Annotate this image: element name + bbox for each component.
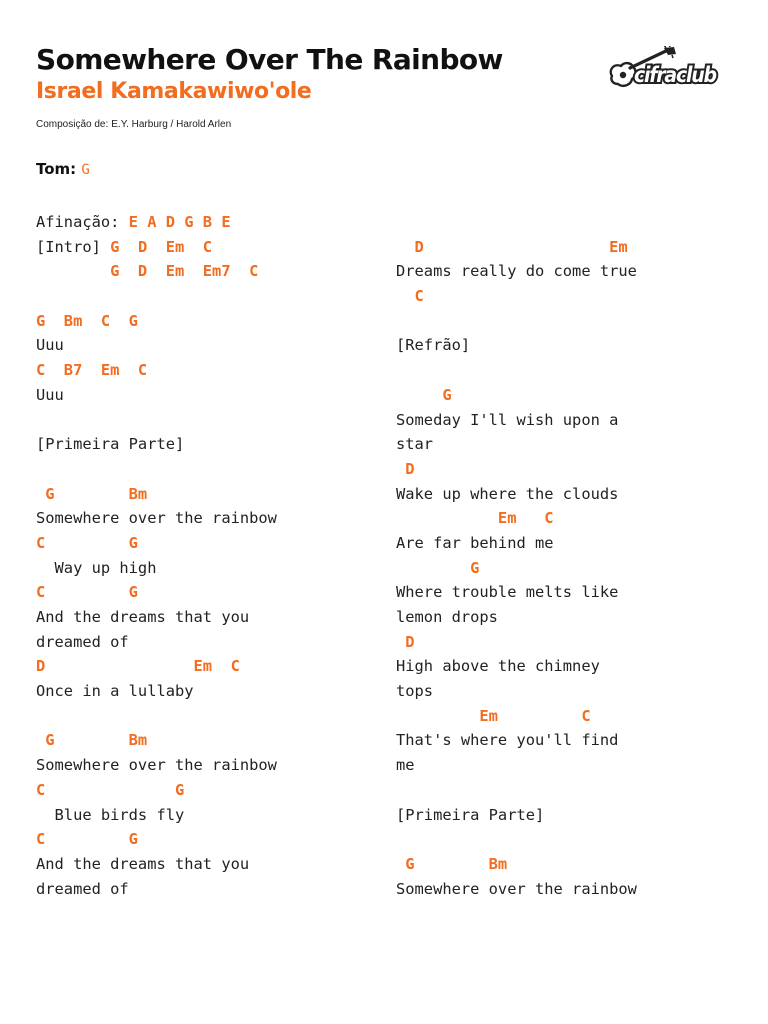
chord-line[interactable]: D Em C: [36, 657, 240, 676]
artist-name[interactable]: Israel Kamakawiwo'ole: [36, 79, 312, 104]
lyric-line: [Primeira Parte]: [36, 435, 185, 454]
lyric-line: lemon drops: [396, 608, 498, 626]
chord-text[interactable]: E A D G B E: [119, 213, 231, 231]
chord-line[interactable]: C G: [36, 583, 138, 602]
chord-line[interactable]: D: [396, 459, 415, 478]
chord-line[interactable]: D Em: [396, 237, 628, 256]
lyric-line: That's where you'll find: [396, 731, 619, 750]
section-label: Afinação:: [36, 213, 120, 231]
blank-line: [396, 210, 736, 235]
blank-line: [36, 704, 376, 729]
lyric-line: High above the chimney: [396, 657, 600, 676]
chord-line[interactable]: G Bm C G: [36, 311, 138, 330]
composer-credit: [36, 119, 234, 130]
chord-line[interactable]: G Bm: [36, 484, 148, 503]
song-key: [36, 160, 90, 178]
chord-line[interactable]: C G: [36, 830, 138, 849]
blank-line: [36, 284, 376, 309]
lyric-line: Way up high: [36, 558, 157, 577]
lyric-line: Are far behind me: [396, 533, 554, 552]
chord-line[interactable]: G Bm: [396, 854, 508, 873]
chord-line[interactable]: G Bm: [36, 731, 148, 750]
lyric-line: Uuu: [36, 336, 64, 355]
section-line: [36, 235, 376, 260]
composer-label: Composição de:: [36, 119, 109, 130]
lyric-line: Somewhere over the rainbow: [396, 879, 637, 898]
section-line: [36, 210, 376, 235]
chord-line[interactable]: C: [396, 287, 424, 306]
lyric-line: tops: [396, 682, 434, 701]
lyric-line: Somewhere over the rainbow: [36, 509, 277, 528]
lyric-line: [Refrão]: [396, 336, 471, 355]
logo-text: cifraclub: [634, 63, 716, 87]
lyric-line: star: [396, 435, 434, 454]
guitar-icon: [606, 46, 722, 94]
key-label: Tom:: [36, 160, 77, 178]
chord-text[interactable]: G D Em C: [100, 237, 213, 256]
lyric-line: Wake up where the clouds: [396, 484, 619, 503]
blank-line: [396, 827, 736, 852]
chord-line[interactable]: C G: [36, 533, 138, 552]
song-title: Somewhere Over The Rainbow: [36, 43, 503, 76]
chord-line[interactable]: G: [396, 385, 452, 404]
lyric-line: dreamed of: [36, 632, 129, 651]
song-header: [36, 42, 503, 106]
lyric-line: Somewhere over the rainbow: [36, 756, 277, 775]
lyric-line: Once in a lullaby: [36, 682, 194, 701]
blank-line: [396, 309, 736, 334]
key-value[interactable]: G: [81, 162, 90, 178]
lyric-line: And the dreams that you: [36, 854, 250, 873]
chord-line[interactable]: G: [396, 558, 480, 577]
blank-line: [36, 457, 376, 482]
chord-line[interactable]: C B7 Em C: [36, 361, 148, 380]
chord-line[interactable]: G D Em Em7 C: [36, 262, 259, 281]
lyric-line: [Primeira Parte]: [396, 805, 545, 824]
composer-value: E.Y. Harburg / Harold Arlen: [111, 119, 232, 130]
blank-line: [396, 778, 736, 803]
lyric-line: And the dreams that you: [36, 608, 250, 626]
lyric-line: Where trouble melts like: [396, 583, 619, 602]
lyric-line: Uuu: [36, 385, 64, 404]
chord-sheet-left-column: [36, 210, 376, 901]
chord-line[interactable]: Em C: [396, 706, 591, 725]
section-label: [Intro]: [36, 237, 101, 256]
lyric-line: Dreams really do come true: [396, 262, 637, 281]
blank-line: [36, 408, 376, 433]
chord-line[interactable]: Em C: [396, 509, 554, 528]
lyric-line: Blue birds fly: [36, 805, 185, 824]
lyric-line: Someday I'll wish upon a: [396, 410, 619, 429]
chord-line[interactable]: C G: [36, 780, 185, 799]
lyric-line: me: [396, 756, 415, 775]
blank-line: [396, 358, 736, 383]
chord-line[interactable]: D: [396, 632, 415, 651]
cifraclub-logo[interactable]: [606, 46, 722, 94]
lyric-line: dreamed of: [36, 879, 129, 898]
chord-sheet-right-column: [396, 210, 736, 901]
